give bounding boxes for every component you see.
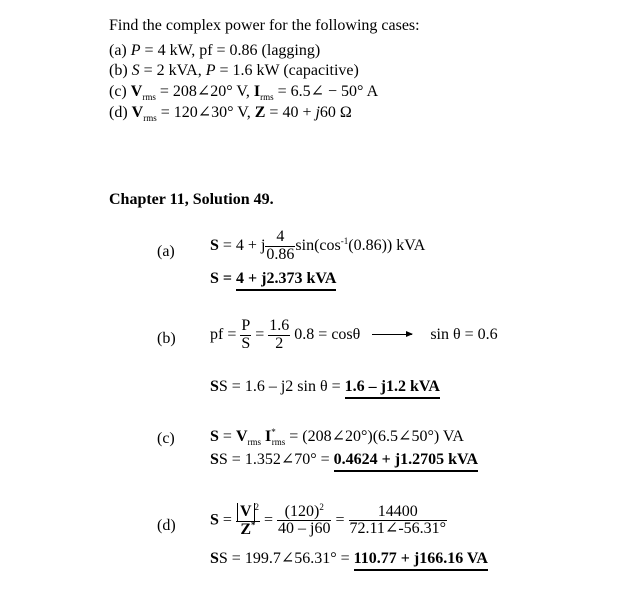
part-c-answer: 0.4624 + j1.2705 kVA	[334, 451, 478, 472]
problem-case-a: (a) P = 4 kW, pf = 0.86 (lagging)	[109, 42, 321, 59]
part-d-line1: S = $\frac{V ^2}{Z^*}$ = $\frac{(120)^2}{40 - j60}$ = $\frac{14400}{72.11\angle-56.31^\circ}$	[210, 501, 447, 538]
solution-heading: Chapter 11, Solution 49.	[109, 191, 274, 208]
part-d-answer: 110.77 + j166.16 VA	[354, 550, 488, 571]
part-c-line2: SS = 1.352∠70° = 0.4624 + j1.2705 kVA	[210, 452, 478, 468]
part-a-answer: S = 4 + j2.373 kVA	[210, 271, 336, 287]
part-d-line2: SS = 199.7∠56.31° = 110.77 + j166.16 VA	[210, 551, 488, 567]
problem-case-b: (b) S = 2 kVA, P = 1.6 kW (capacitive)	[109, 62, 359, 79]
part-d-line2-prefix: S = 199.7∠56.31° =	[218, 550, 354, 567]
part-b-line2-prefix: S = 1.6 – j2 sin θ =	[218, 378, 345, 395]
part-b-line2: SS = 1.6 – j2 sin θ = 1.6 – j1.2 kVA	[210, 379, 440, 395]
part-b-answer: 1.6 – j1.2 kVA	[345, 378, 440, 399]
problem-case-d: (d) $V_{rms}$ = 120∠30° V, Z = 40 + j60 Ω	[109, 104, 352, 123]
problem-case-c: (c) $V_{rms}$ = 208∠20° V, $I_{rms}$ = 6.5∠ − 50° A	[109, 83, 379, 102]
part-a-line1: S = 4 + j $\frac{4}{0.86}$ $\sin(\cos^{-1}(0.86))$ kVA	[210, 228, 426, 263]
part-c-line1: $S = V_{rms}$ $I^*_{rms}$ = (208∠20°)(6.5∠50°) VA	[210, 427, 464, 447]
right-arrow-icon	[372, 334, 412, 335]
part-a-label: (a)	[157, 243, 175, 260]
problem-intro: Find the complex power for the following cases:	[109, 17, 420, 34]
part-c-line2-prefix: S = 1.352∠70° =	[218, 451, 334, 468]
part-b-line1: pf = $\frac{P}{S}$ = $\frac{1.6}{2}$ 0.8 = cosθ sin θ = 0.6	[210, 317, 498, 352]
part-b-label: (b)	[157, 330, 176, 347]
part-c-label: (c)	[157, 430, 175, 447]
part-d-label: (d)	[157, 517, 176, 534]
